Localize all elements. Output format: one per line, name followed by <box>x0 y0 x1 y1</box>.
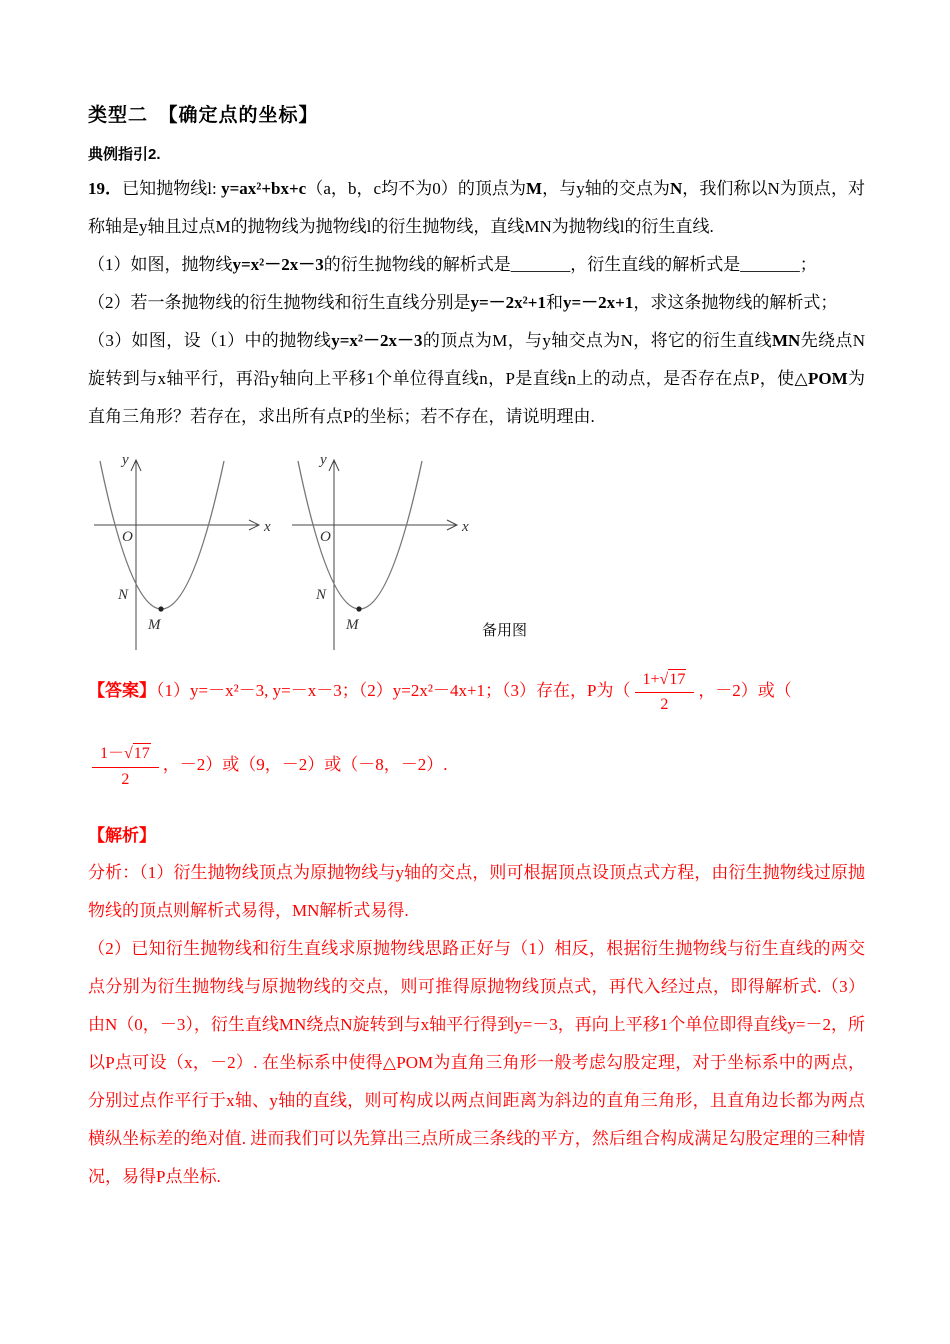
point-n-label: N <box>316 586 327 603</box>
text-segment: （a，b，c均不为0）的顶点为 <box>306 179 527 198</box>
text-segment: 先绕点N旋转到与x轴平行，再沿y轴向上平移1个单位得直线n，P是直线n上的动点，是否存在点P，使 <box>88 331 866 389</box>
fraction-1-denominator: 2 <box>660 696 669 714</box>
point-m-label: M <box>148 616 161 633</box>
point-n-label: N <box>118 586 129 603</box>
text-segment: y=－2x²+1 <box>470 293 546 313</box>
text-segment: y=x²－2x－3 <box>232 255 324 275</box>
text-segment: （2）若一条抛物线的衍生抛物线和衍生直线分别是 <box>88 293 471 313</box>
text-segment: MN <box>772 331 801 351</box>
text-segment: 已知抛物线l: <box>122 179 222 198</box>
section-title: 类型二 【确定点的坐标】 <box>88 105 319 126</box>
y-axis-label: y <box>122 451 129 468</box>
spare-figure-label: 备用图 <box>482 622 528 639</box>
sqrt-icon: √ <box>659 670 669 688</box>
text-segment: （1）如图，抛物线 <box>88 255 233 275</box>
text-segment: y=x²－2x－3 <box>331 331 423 351</box>
text-segment: N <box>669 179 683 198</box>
analysis-paragraph-1: 分析：（1）衍生抛物线顶点为原抛物线与y轴的交点，则可根据顶点设顶点式方程，由衍生抛物线过原抛物线的顶点则解析式易得，MN解析式易得. <box>88 862 865 920</box>
fraction-1 <box>635 668 695 717</box>
problem-statement <box>88 170 865 246</box>
text-segment: 为直角三角形？若存在，求出所有点P的坐标；若不存在，请说明理由. <box>88 369 865 427</box>
sqrt-icon: √ <box>124 745 133 763</box>
fraction-2-denominator: 2 <box>121 770 130 788</box>
text-segment: △POM <box>794 369 848 389</box>
text-segment: 19． <box>88 179 123 198</box>
text-segment: （3）如图，设（1）中的抛物线 <box>88 331 332 351</box>
text-segment: M <box>526 179 543 198</box>
spare-figure <box>278 447 527 652</box>
text-segment: 的衍生抛物线的解析式是_______，衍生直线的解析式是_______； <box>323 255 817 275</box>
text-segment: y=ax²+bx+c <box>221 179 307 198</box>
origin-label: O <box>122 528 133 545</box>
fraction-2-radicand: 17 <box>133 743 151 765</box>
text-segment: ，求这条抛物线的解析式； <box>633 293 838 313</box>
fraction-2-prefix: 1－ <box>100 745 125 763</box>
text-segment: 的顶点为M，与y轴交点为N，将它的衍生直线 <box>422 331 773 351</box>
answer-seg2: ，－2）或（ <box>698 680 792 700</box>
text-segment: 和 <box>545 293 563 313</box>
fraction-2 <box>92 742 159 791</box>
text-segment: y=－2x+1 <box>562 293 634 313</box>
problem-part2 <box>88 284 865 322</box>
answer-seg3: ，－2）或（9，－2）或（－8，－2）. <box>162 755 448 775</box>
analysis-label: 【解析】 <box>88 825 156 845</box>
y-axis-label: y <box>320 451 327 468</box>
figure-row <box>88 447 865 652</box>
vertex-dot <box>356 606 361 611</box>
answer-text-line1 <box>88 668 865 717</box>
parabola-graph-1 <box>88 447 278 652</box>
point-m-label: M <box>346 616 359 633</box>
answer-text-line2 <box>88 742 865 791</box>
vertex-dot <box>158 606 163 611</box>
problem-part1 <box>88 246 865 284</box>
text-segment: ，与y轴的交点为 <box>542 179 670 198</box>
text-segment: ，我们称以N为顶点，对称轴是y轴且过点M的抛物线为抛物线l的衍生抛物线，直线MN为抛物线l的衍生直线. <box>88 179 866 237</box>
parabola-graph-2 <box>286 447 476 652</box>
fraction-1-prefix: 1+ <box>642 670 660 688</box>
analysis-paragraph-2: （2）已知衍生抛物线和衍生直线求原抛物线思路正好与（1）相反，根据衍生抛物线与衍生直线的两交点分别为衍生抛物线与原抛物线的交点，则可推得原抛物线顶点式，再代入经过点，即得解析式.（3）由N（0，－3），衍生直线MN绕点N旋转到与x轴平行得到y=－3，再向上平移1个单位即得直线y=－2，所以P点可设（x，－2）. 在坐标系中使得△POM为直角三角形一般考虑勾股定理，对于坐标系中的两点，分别过点作平行于x轴、y轴的直线，则可构成以两点间距离为斜边的直角三角形，且直角边长都为两点横纵坐标差的绝对值. 进而我们可以先算出三点所成三条线的平方，然后组合构成满足勾股定理的三种情况，易得P点坐标. <box>88 938 865 1187</box>
x-axis-label: x <box>264 518 271 535</box>
answer-label: 【答案】 <box>88 680 156 700</box>
x-axis-label: x <box>462 518 469 535</box>
problem-part3 <box>88 322 865 436</box>
example-label: 典例指引2. <box>88 146 161 163</box>
answer-seg1: （1）y=－x²－3, y=－x－3；（2）y=2x²－4x+1；（3）存在，P为（ <box>156 680 631 700</box>
fraction-1-radicand: 17 <box>668 669 686 691</box>
origin-label: O <box>320 528 331 545</box>
